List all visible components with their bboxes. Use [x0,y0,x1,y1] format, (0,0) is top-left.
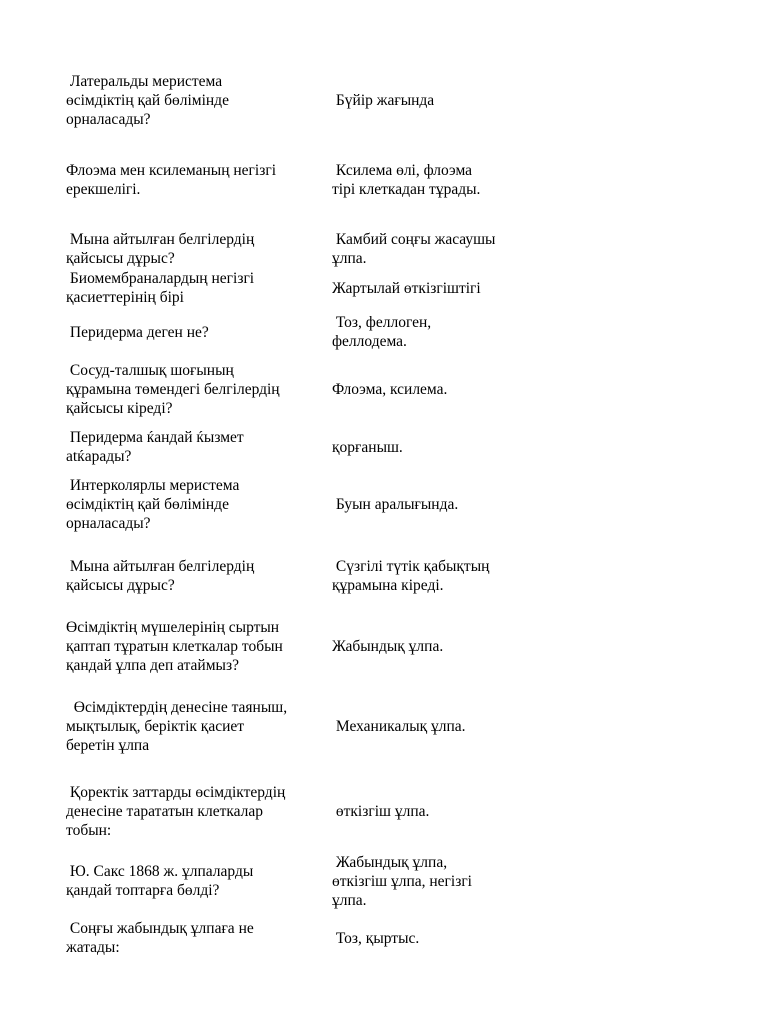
question-cell: Ю. Сакс 1868 ж. ұлпаларды қандай топтарға бөлді? [66,863,254,899]
question-cell: Флоэма мен ксилеманың негізгі ерекшелігі. [66,162,276,198]
table-row [66,916,546,960]
answer-cell: Жабындық ұлпа. [332,637,444,655]
answer-cell: Жабындық ұлпа, өткізгіш ұлпа, негізгі ұлпа. [332,853,472,909]
question-cell: Латеральды меристема өсімдіктің қай бөлімінде орналасады? [66,72,229,128]
answer-cell: Флоэма, ксилема. [332,380,448,398]
answer-cell: Тоз, феллоген, феллодема. [332,314,432,350]
question-cell: Перидерма деген не? [66,323,209,341]
answer-cell: өткізгіш ұлпа. [332,802,430,820]
answer-cell: Буын аралығында. [332,495,459,513]
answer-cell: Механикалық ұлпа. [332,717,466,735]
answer-cell: Сүзгілі түтік қабықтың құрамына кіреді. [332,558,490,594]
question-cell: Перидерма ќандай ќызмет atќарады? [66,429,244,465]
question-cell: Сосуд-талшық шоғының құрамына төмендегі белгілердің қайсысы кіреді? [66,361,280,417]
table-row [66,356,546,422]
question-answer-table [66,70,546,960]
table-row [66,308,546,356]
question-cell: Өсімдіктің мүшелерінің сыртын қаптап тұратын клеткалар тобын қандай ұлпа деп атаймыз? [66,618,283,674]
answer-cell: Жартылай өткізгіштігі [332,279,481,297]
question-cell: Өсімдіктердің денесіне таяныш, мықтылық, беріктік қасиет беретін ұлпа [66,698,288,754]
answer-cell: қорғаныш. [332,438,403,456]
answer-cell: Тоз, қыртыс. [332,929,420,947]
table-row [66,616,546,676]
question-cell: Биомембраналардың негізгі қасиеттерінің бірі [66,270,255,306]
question-cell: Соңғы жабындық ұлпаға не жатады: [66,920,254,956]
table-row [66,130,546,230]
table-row [66,268,546,308]
question-cell: Қоректік заттарды өсімдіктердің денесіне тарататын клеткалар тобын: [66,783,286,839]
table-row [66,846,546,916]
question-cell: Мына айтылған белгілердің қайсысы дұрыс? [66,231,255,267]
table-row [66,472,546,536]
question-cell: Интерколярлы меристема өсімдіктің қай бөлімінде орналасады? [66,476,240,532]
answer-cell: Ксилема өлі, флоэма тірі клеткадан тұрады. [332,162,481,198]
answer-cell: Камбий соңғы жасаушы ұлпа. [332,231,496,267]
table-row [66,230,546,268]
table-row [66,70,546,130]
table-row [66,536,546,616]
question-cell: Мына айтылған белгілердің қайсысы дұрыс? [66,558,255,594]
table-row [66,776,546,846]
table-row [66,422,546,472]
table-row [66,676,546,776]
answer-cell: Бүйір жағында [332,91,435,109]
